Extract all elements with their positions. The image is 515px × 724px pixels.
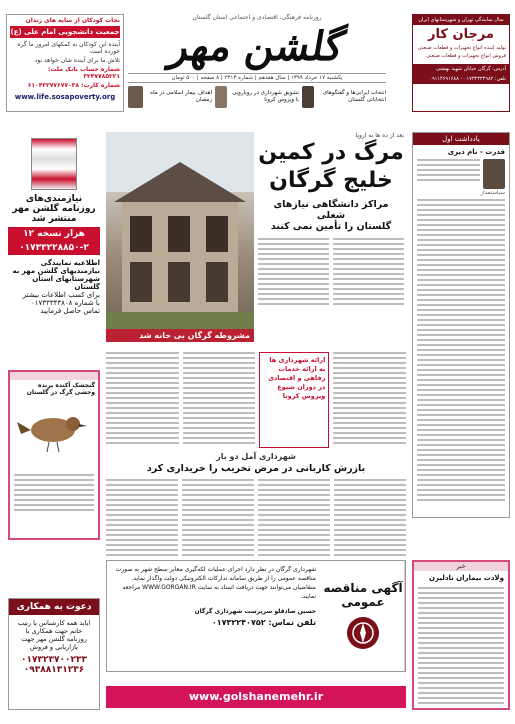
column-title: قدرت - نام دیری xyxy=(447,148,505,156)
tender-title-box xyxy=(322,561,405,671)
teaser[interactable] xyxy=(128,86,212,108)
sidebar-ad-line: نیازمندی‌های xyxy=(25,194,83,204)
ad-line: آدرس: گرگان خیابان شهید بهشتی xyxy=(413,64,509,74)
right-lower-header: خبر xyxy=(414,562,508,571)
right-top-ad xyxy=(412,14,510,112)
bird-image xyxy=(11,400,97,460)
main-subheadline: مراکز دانشگاهی نیازهای شغلی xyxy=(273,199,389,221)
ad-line: تولید کننده انواع تجهیزات و قطعات صنعتی xyxy=(417,45,506,51)
cooperation-line: بازاریابی و فروش xyxy=(30,643,78,651)
story-body xyxy=(258,238,404,308)
teaser[interactable] xyxy=(302,86,386,108)
teaser-photo xyxy=(215,86,227,108)
right-lower-box xyxy=(412,560,510,710)
ad-website: www.life.sosapoverty.org xyxy=(14,93,116,101)
teaser-text: انتخاب ایرانی‌ها و گفتگوهای انتخاباتی گلستان xyxy=(322,90,386,103)
lower-body xyxy=(106,479,406,559)
newspaper-logo: گلشن مهر xyxy=(165,23,349,70)
bird-box-subtitle: وحشی گرگ در گلستان xyxy=(26,389,95,396)
tender-title: آگهی مناقصه xyxy=(323,581,403,595)
main-photo xyxy=(106,132,254,342)
lower-kicker: شهرداری آمل دو بار xyxy=(216,452,296,461)
sidebar-ad xyxy=(8,138,100,348)
column-author: سیاستمدار xyxy=(480,190,505,196)
side-note-text: ارائه شهرداری ها به ارائه خدمات رفاهی و اقتصادی در دوران شیوع ویروس کرونا xyxy=(267,356,326,400)
sidebar-ad-line: منتشر شد xyxy=(31,214,77,224)
story-kicker: بعد از ده ها به اروپا xyxy=(355,132,404,139)
text-placeholder xyxy=(14,474,94,514)
cooperation-line: ایاید همه کارشناس یا رتیب xyxy=(17,619,91,627)
ad-title: مرجان کار xyxy=(428,27,494,42)
ad-phone: تلفن: ۰۱۷۳۲۳۳۴۹۸۲ - ۰۹۱۱۴۶۹۱۶۸۸ xyxy=(413,74,509,84)
cooperation-line: روزنامه گلشن مهر جهت xyxy=(21,635,87,643)
cooperation-title: دعوت به همکاری xyxy=(9,599,99,615)
ad-phone: شماره حساب بانک ملت: ۳۲۴۷۷۸۵۲۲۱ xyxy=(48,66,120,80)
teaser-text: تشویق شهرداری در رویارویی با ویروس کرونا xyxy=(232,90,299,103)
teaser-text: اهداف بیمار اسلامی در ماه رمضان xyxy=(150,90,212,103)
side-note-box xyxy=(259,352,329,448)
tender-text: شهرداری گرگان در نظر دارد اجرای عملیات لکه‌گیری معابر سطح شهر به صورت مناقصه عمومی را از طریق سامانه تدارکات الکترونیکی دولت واگذار نماید. متقاضیان می‌توانند جهت دریافت اسناد به سایت WWW.GORGAN.IR مراجعه نمایند. xyxy=(115,566,316,600)
ad-title: جمعیت دانشجویی امام علی (ع) xyxy=(10,28,120,36)
main-headline[interactable]: خلیج گرگان xyxy=(269,168,393,193)
cooperation-phone: ۰۹۳۸۸۱۳۱۲۳۶ xyxy=(23,665,85,675)
teaser-photo xyxy=(128,86,143,108)
main-headline[interactable]: مرگ در کمین xyxy=(258,140,404,165)
column-header: یادداشت اول xyxy=(413,133,509,145)
tender-signature: حسین صادقلو سرپرست شهرداری گرگان xyxy=(194,608,316,615)
teaser-row xyxy=(128,86,386,108)
cooperation-box xyxy=(8,598,100,710)
ad-line: تلاش ما برای آینده شان خواهد بود xyxy=(34,57,120,64)
teaser-photo xyxy=(302,86,314,108)
bird-box-header xyxy=(10,372,98,380)
lower-headline[interactable]: بازرش کاربانی در مرض تخریب را خریداری کرد xyxy=(146,463,366,474)
cooperation-line: خانم جهت همکاری با xyxy=(25,627,83,635)
editorial-column xyxy=(412,132,510,518)
municipality-emblem-icon xyxy=(345,615,381,651)
sidebar-ad-line: شهرستانهای استان گلستان xyxy=(32,275,100,291)
lower-story xyxy=(106,452,406,552)
bird-box-title: گنجشک آکنده پرنده xyxy=(38,382,95,389)
ad-line: نجات کودکان از سایه های زندان xyxy=(25,17,120,24)
main-story xyxy=(258,132,404,348)
dateline: یکشنبه ۱۷ خرداد ۱۳۹۹ | سال هفدهم | شماره ۲۴۱۳ | ۸ صفحه | ۵۰۰ تومان xyxy=(128,73,386,83)
ad-phone: شماره کارت: ۶۱۰۴۳۳۷۷۶۷۷۰۳۸ xyxy=(27,82,120,89)
cooperation-phone: ۰۱۷۳۲۳۷۰۰۲۳۳ xyxy=(21,655,87,665)
sidebar-ad-count: ۱۲ هزار نسخه xyxy=(8,227,100,241)
teaser[interactable] xyxy=(215,86,299,108)
middle-body xyxy=(106,352,406,448)
sidebar-ad-line: تماس حاصل فرمایید xyxy=(40,307,100,315)
sidebar-ad-phone: ۰۱۷۳۳۲۲۸۸۵۰-۲ xyxy=(8,241,100,255)
sidebar-ad-line: نیازمندیهای گلشن مهر به xyxy=(12,267,100,275)
ad-line: آینده این کودکان به کمکهای امروز ما گره خورده است xyxy=(17,41,120,55)
main-subheadline: گلستان را تأمین نمی کنند xyxy=(270,221,392,232)
house-illustration xyxy=(106,132,254,342)
tender-title: عمومی xyxy=(341,595,385,609)
tender-body xyxy=(107,561,322,671)
tender-ad xyxy=(106,560,406,672)
sidebar-ad-line: با شماره ۰۱۷۳۳۳۴۳۸۰۸ xyxy=(31,299,100,307)
sidebar-ad-line: برای کسب اطلاعات بیشتر xyxy=(22,291,100,299)
newspaper-thumbnail xyxy=(31,138,77,190)
bird-box xyxy=(8,370,100,540)
ad-line: فروش انواع تجهیزات و قطعات صنعتی xyxy=(425,53,506,59)
tagline: روزنامه فرهنگی، اقتصادی و اجتماعی استان گلستان xyxy=(192,14,322,21)
sidebar-ad-line: اطلاعیه نمایندگی xyxy=(40,259,100,267)
author-photo xyxy=(483,159,505,189)
right-lower-title: ولادت بیماران نادلیرن xyxy=(429,574,504,582)
masthead xyxy=(128,14,386,112)
tender-phone: تلفن تماس: ۰۱۷۳۲۲۴۰۷۵۲ xyxy=(211,618,316,627)
ad-line: سال نمایندگی تهران و شهرستانهای ایران xyxy=(413,15,509,25)
sidebar-ad-line: روزنامه گلشن مهر xyxy=(12,204,96,214)
photo-caption: مشروطه گرگان بی خانه شد xyxy=(106,329,254,342)
footer-website-bar[interactable]: www.golshanemehr.ir xyxy=(106,686,406,708)
left-top-ad xyxy=(6,14,124,112)
